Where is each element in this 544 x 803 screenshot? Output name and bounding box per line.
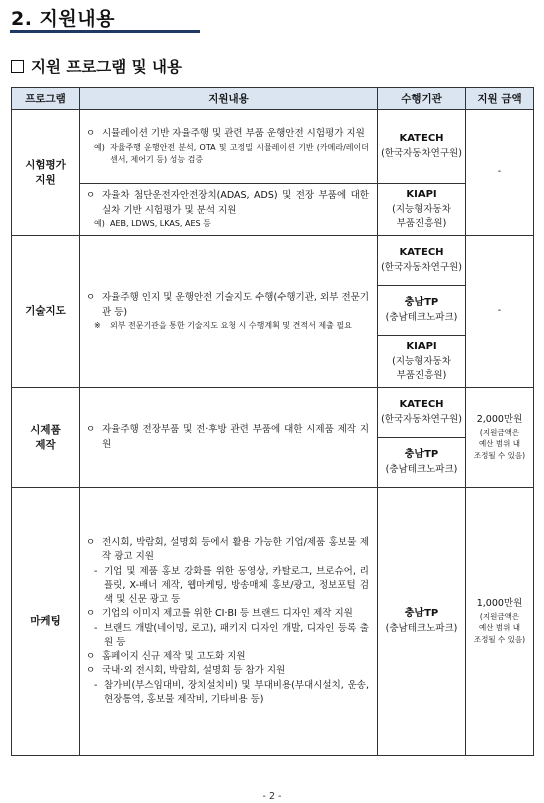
category-tech: 기술지도 (12, 236, 80, 388)
section-title: 2. 지원내용 (11, 8, 115, 30)
table-row-marketing (12, 488, 534, 756)
section-title-underline (10, 30, 200, 33)
page-number: - 2 - (262, 791, 282, 802)
table-row-test-2 (12, 184, 534, 236)
subsection-title-text: 지원 프로그램 및 내용 (31, 58, 182, 76)
agency-test-2: KIAPI (지능형자동차 부품진흥원) (378, 184, 466, 236)
agency-tech-1: KATECH (한국자동차연구원) (378, 236, 466, 286)
category-test: 시험평가 지원 (12, 110, 80, 236)
header-program: 프로그램 (12, 88, 80, 110)
content-tech: ㅇ 자율주행 인지 및 운행안전 기술지도 수행(수행기관, 외부 전문기관 등) ※ 외부 전문기관을 통한 기술지도 요청 시 수행계획 및 견적서 제출 필요 (80, 236, 378, 388)
category-marketing: 마케팅 (12, 488, 80, 756)
amount-test: - (466, 110, 534, 236)
amount-tech: - (466, 236, 534, 388)
header-amount: 지원 금액 (466, 88, 534, 110)
header-agency: 수행기관 (378, 88, 466, 110)
table-row-test (12, 110, 534, 184)
table-row-proto (12, 388, 534, 438)
amount-proto: 2,000만원 (지원금액은 예산 범위 내 조정될 수 있음) (466, 388, 534, 488)
agency-marketing: 충남TP (충남테크노파크) (378, 488, 466, 756)
content-test-1: ㅇ 시뮬레이션 기반 자율주행 및 관련 부품 운행안전 시험평가 지원 예) 자율주행 운행안전 분석, OTA 및 고정밀 시뮬레이션 기반 (카메라/레이더 센서, 제어기 등) 성능 검증 (80, 110, 378, 184)
agency-test-1: KATECH (한국자동차연구원) (378, 110, 466, 184)
content-proto: ㅇ 자율주행 전장부품 및 전·후방 관련 부품에 대한 시제품 제작 지원 (80, 388, 378, 488)
category-proto: 시제품 제작 (12, 388, 80, 488)
content-test-2: ㅇ 자율차 첨단운전자안전장치(ADAS, ADS) 및 전장 부품에 대한 실차 기반 시험평가 및 분석 지원 예) AEB, LDWS, LKAS, AES 등 (80, 184, 378, 236)
agency-tech-2: 충남TP (충남테크노파크) (378, 286, 466, 336)
agency-proto-2: 충남TP (충남테크노파크) (378, 438, 466, 488)
square-outline-icon (11, 60, 24, 73)
table-header-row (12, 88, 534, 110)
amount-marketing: 1,000만원 (지원금액은 예산 범위 내 조정될 수 있음) (466, 488, 534, 756)
header-content: 지원내용 (80, 88, 378, 110)
content-marketing: ㅇ 전시회, 박람회, 설명회 등에서 활용 가능한 기업/제품 홍보물 제작 광고 지원 - 기업 및 제품 홍보 강화를 위한 동영상, 카탈로그, 브로슈어, 리플릿, X-배너 제작, 웹마케팅, 방송매체 홍보/광고, 정보포털 검색 및 신문 광고 등 ㅇ 기업의 이미지 제고를 위한 CI·BI 등 브랜드 디자인 제작 지원 - 브랜드 개발(네이밍, 로고), 패키지 디자인 개발, 디자인 등록 출원 등 ㅇ 홈페이지 신규 제작 및 고도화 지원 ㅇ 국내·외 전시회, 박람회, 설명회 등 참가 지원 - 참가비(부스임대비, 장치설치비) 및 부대비용(부대시설치, 운송, 현장통역, 홍보물 제작비, 기타비용 등) (80, 488, 378, 756)
support-program-table (11, 87, 534, 756)
agency-proto-1: KATECH (한국자동차연구원) (378, 388, 466, 438)
subsection-title (11, 55, 182, 77)
agency-tech-3: KIAPI (지능형자동차 부품진흥원) (378, 336, 466, 388)
table-row-tech (12, 236, 534, 286)
